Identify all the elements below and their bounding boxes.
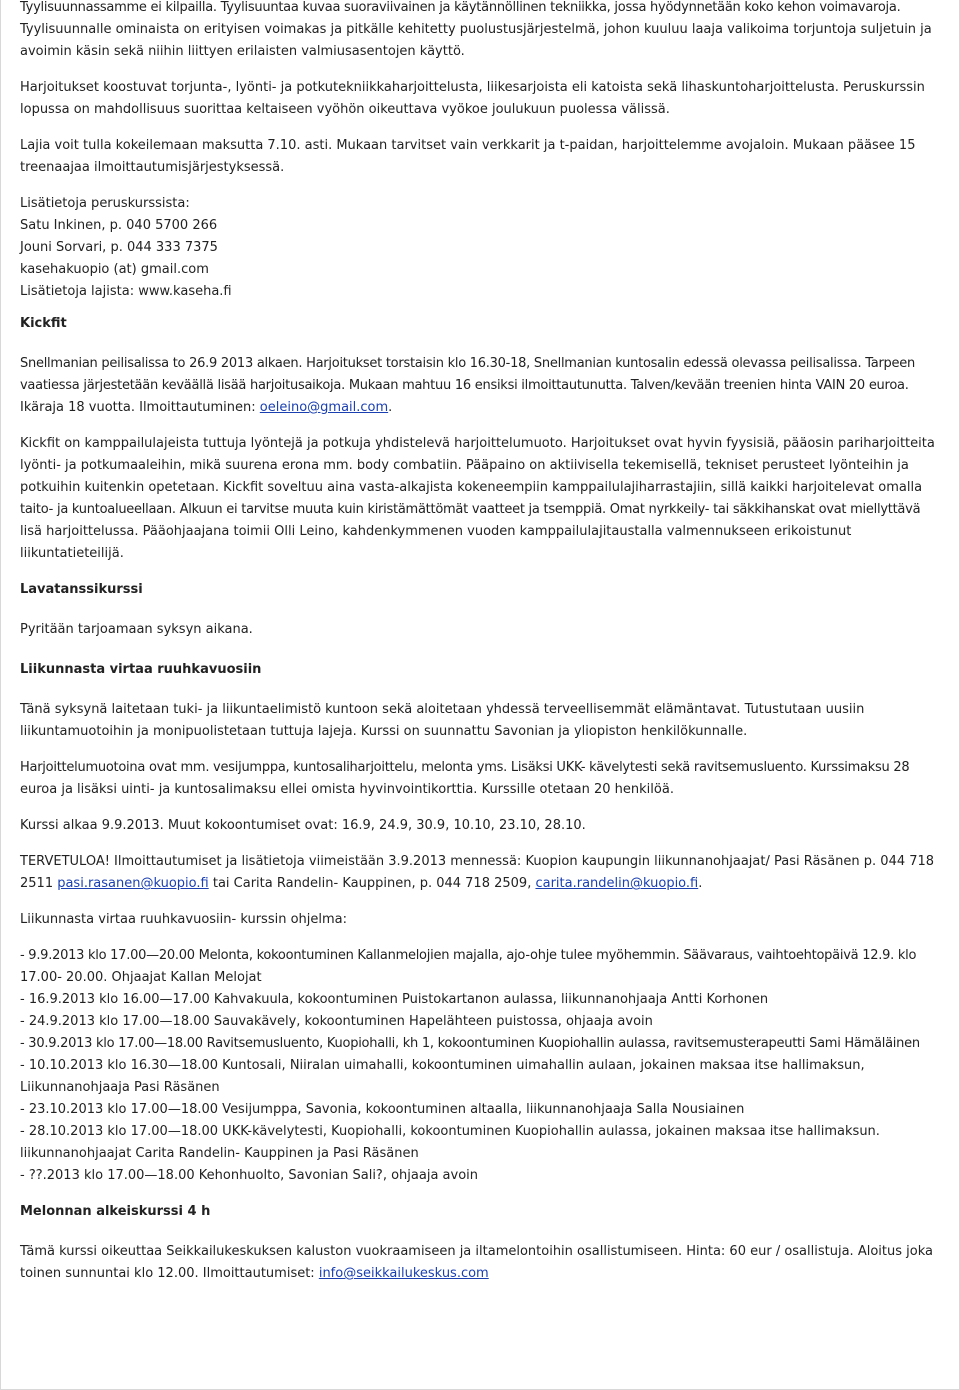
program-list — [20, 945, 935, 1187]
phone-suffix: 2511 — [20, 876, 58, 891]
program-item: - 9.9.2013 klo 17.00—20.00 Melonta, kokoontuminen Kallanmelojien majalla, ajo-ohje tulee myöhemmin. Säävaraus, vaihtoehtopäivä 12.9. klo — [20, 948, 917, 963]
liikunnasta-line: Harjoittelumuotoina ovat mm. vesijumppa, kuntosaliharjoittelu, melonta yms. Lisäksi UKK- kävelytesti sekä ravitsemusluento. Kurssimaksu 28 — [20, 760, 910, 775]
punctuation: . — [698, 876, 703, 891]
kickfit-desc-line: taito- ja kuntoalueellaan. Alkuun ei tarvitse muuta kuin kiristämättömät vaatteet ja tsemppiä. Omat nyrkkeily- tai säkkihanskat ovat miellyttävä — [20, 502, 921, 517]
training-paragraph — [20, 77, 935, 121]
intro-line: avoimin käsin sekä niihin liittyen erilaisten valmiusasentojen käyttö. — [20, 44, 465, 59]
program-item: liikunnanohjaajat Carita Randelin- Kauppinen ja Pasi Räsänen — [20, 1146, 419, 1161]
seikkailukeskus-email-link[interactable]: info@seikkailukeskus.com — [318, 1266, 489, 1281]
contact-jouni: Jouni Sorvari, p. 044 333 7375 — [20, 240, 218, 255]
melonta-paragraph — [20, 1241, 935, 1285]
liikunnasta-line: Tänä syksynä laitetaan tuki- ja liikuntaelimistö kuntoon sekä aloitetaan yhdessä terveellisemmät elämäntavat. Tutustutaan uusiin — [20, 702, 865, 717]
liikunnasta-intro-paragraph — [20, 699, 935, 743]
pasi-email-link[interactable]: pasi.rasanen@kuopio.fi — [57, 876, 209, 891]
program-item: - ??.2013 klo 17.00—18.00 Kehonhuolto, Savonian Sali?, ohjaaja avoin — [20, 1168, 479, 1183]
training-line: lopussa on mahdollisuus suorittaa keltaiseen vyöhön oikeuttava vyökoe joulukuun puolessa välissä. — [20, 102, 670, 117]
program-item: - 28.10.2013 klo 17.00—18.00 UKK-kävelytesti, Kuopiohalli, kokoontuminen Kuopiohallin aulassa, jokainen maksaa itse hallimaksun. — [20, 1124, 880, 1139]
punctuation: . — [388, 400, 393, 415]
training-line: Harjoitukset koostuvat torjunta-, lyönti- ja potkutekniikkaharjoittelusta, liikesarjoista eli katoista sekä lihaskuntoharjoittelusta. Peruskurssin — [20, 80, 925, 95]
liikunnasta-heading: Liikunnasta virtaa ruuhkavuosiin — [20, 662, 262, 677]
trial-line: treenaajaa ilmoittautumisjärjestyksessä. — [20, 160, 285, 175]
contact-satu: Satu Inkinen, p. 040 5700 266 — [20, 218, 218, 233]
kickfit-desc-line: lyönti- ja potkumaaleihin, mikä suurena erona mm. body combatiin. Pääpaino on aktiivisella tekemisellä, tekniset perusteet lyönteihin ja — [20, 458, 909, 473]
contact-website: Lisätietoja lajista: www.kaseha.fi — [20, 284, 232, 299]
melonta-line: Tämä kurssi oikeuttaa Seikkailukeskuksen kaluston vuokraamiseen ja iltamelontoihin osallistumiseen. Hinta: 60 eur / osallistuja. Aloitus joka — [20, 1244, 933, 1259]
program-item: Liikunnanohjaaja Pasi Räsänen — [20, 1080, 220, 1095]
kickfit-line: Snellmanian peilisalissa to 26.9 2013 alkaen. Harjoitukset torstaisin klo 16.30-18, Snellmanian kuntosalin edessä olevassa peilisalissa. Tarpeen — [20, 356, 915, 371]
liikunnasta-line: TERVETULOA! Ilmoittautumiset ja lisätietoja viimeistään 3.9.2013 mennessä: Kuopion kaupungin liikunnanohjaajat/ Pasi Räsänen p. 044 718 — [20, 854, 935, 869]
lavatanssi-heading: Lavatanssikurssi — [20, 582, 143, 597]
contacts-heading: Lisätietoja peruskurssista: — [20, 196, 190, 211]
liikunnasta-line: euroa ja lisäksi uinti- ja kuntosalimaksu ellei omista hyvinvointikorttia. Kurssille otetaan 20 henkilöä. — [20, 782, 674, 797]
kickfit-registration-label: Ikäraja 18 vuotta. Ilmoittautuminen: — [20, 400, 260, 415]
kickfit-schedule-paragraph — [20, 353, 935, 419]
liikunnasta-registration-paragraph — [20, 851, 935, 895]
kickfit-email-link[interactable]: oeleino@gmail.com — [259, 400, 389, 415]
kickfit-desc-line: liikuntatieteilijä. — [20, 546, 124, 561]
program-heading: Liikunnasta virtaa ruuhkavuosiin- kurssin ohjelma: — [20, 912, 347, 927]
melonta-line — [20, 1263, 935, 1285]
trial-paragraph — [20, 135, 935, 179]
kickfit-line: vaatiessa järjestetään keväällä lisää harjoitusaikoja. Mukaan mahtuu 16 ensiksi ilmoittautunutta. Talven/kevään treenien hinta VAIN 20 euroa. — [20, 378, 909, 393]
intro-line: Tyylisuunnalle ominaista on erityisen voimakas ja pitkälle kehitetty puolustusjärjestelmä, johon kuuluu laaja valikoima torjuntoja suljetuin ja — [20, 22, 932, 37]
program-item: 17.00- 20.00. Ohjaajat Kallan Melojat — [20, 970, 262, 985]
program-item: - 10.10.2013 klo 16.30—18.00 Kuntosali, Niiralan uimahalli, kokoontuminen uimahallin aulaan, jokainen maksaa itse hallimaksun, — [20, 1058, 865, 1073]
carita-contact-text: tai Carita Randelin- Kauppinen, p. 044 718 2509, — [208, 876, 536, 891]
program-item: - 23.10.2013 klo 17.00—18.00 Vesijumppa, Savonia, kokoontuminen altaalla, liikunnanohjaaja Salla Nousiainen — [20, 1102, 745, 1117]
liikunnasta-start-date: Kurssi alkaa 9.9.2013. Muut kokoontumiset ovat: 16.9, 24.9, 30.9, 10.10, 23.10, 28.10. — [20, 818, 586, 833]
program-item: - 24.9.2013 klo 17.00—18.00 Sauvakävely, kokoontuminen Hapelähteen puistossa, ohjaaja avoin — [20, 1014, 653, 1029]
lavatanssi-text: Pyritään tarjoamaan syksyn aikana. — [20, 622, 253, 637]
kickfit-heading: Kickfit — [20, 316, 67, 331]
kickfit-description-paragraph — [20, 433, 935, 565]
program-item: - 16.9.2013 klo 16.00—17.00 Kahvakuula, kokoontuminen Puistokartanon aulassa, liikunnanohjaaja Antti Korhonen — [20, 992, 769, 1007]
liikunnasta-forms-paragraph — [20, 757, 935, 801]
intro-line: Tyylisuunnassamme ei kilpailla. Tyylisuuntaa kuvaa suoraviivainen ja käytännöllinen tekniikka, jossa hyödynnetään koko kehon voimavaroja. — [20, 0, 901, 15]
melonta-registration-label: toinen sunnuntai klo 12.00. Ilmoittautumiset: — [20, 1266, 319, 1281]
intro-paragraph — [20, 0, 935, 63]
kickfit-desc-line: lisä harjoittelussa. Pääohjaajana toimii Olli Leino, kahdenkymmenen vuoden kamppailulajitaustalla valmennukseen erikoistunut — [20, 524, 852, 539]
contacts-block — [20, 193, 935, 303]
program-item: - 30.9.2013 klo 17.00—18.00 Ravitsemusluento, Kuopiohalli, kh 1, kokoontuminen Kuopiohallin aulassa, ravitsemusterapeutti Sami Hämäläinen — [20, 1036, 920, 1051]
contact-email: kasehakuopio (at) gmail.com — [20, 262, 209, 277]
liikunnasta-line: liikuntamuotoihin ja monipuolistetaan tuttuja lajeja. Kurssi on suunnattu Savonian ja yliopiston henkilökunnalle. — [20, 724, 748, 739]
liikunnasta-line — [20, 873, 935, 895]
melonta-heading: Melonnan alkeiskurssi 4 h — [20, 1204, 211, 1219]
document-body — [20, 0, 935, 1285]
kickfit-desc-line: potkuihin kuitenkin opetetaan. Kickfit soveltuu aina vasta-alkajista kokeneempiin kamppailulajiharrastajiin, sillä kaikki harjoitelevat omalla — [20, 480, 923, 495]
kickfit-desc-line: Kickfit on kamppailulajeista tuttuja lyöntejä ja potkuja yhdistelevä harjoittelumuoto. Harjoitukset ovat hyvin fyysisiä, pääosin pariharjoitteita — [20, 436, 935, 451]
carita-email-link[interactable]: carita.randelin@kuopio.fi — [535, 876, 699, 891]
trial-line: Lajia voit tulla kokeilemaan maksutta 7.10. asti. Mukaan tarvitset vain verkkarit ja t-paidan, harjoittelemme avojaloin. Mukaan pääsee 15 — [20, 138, 916, 153]
kickfit-line — [20, 397, 935, 419]
